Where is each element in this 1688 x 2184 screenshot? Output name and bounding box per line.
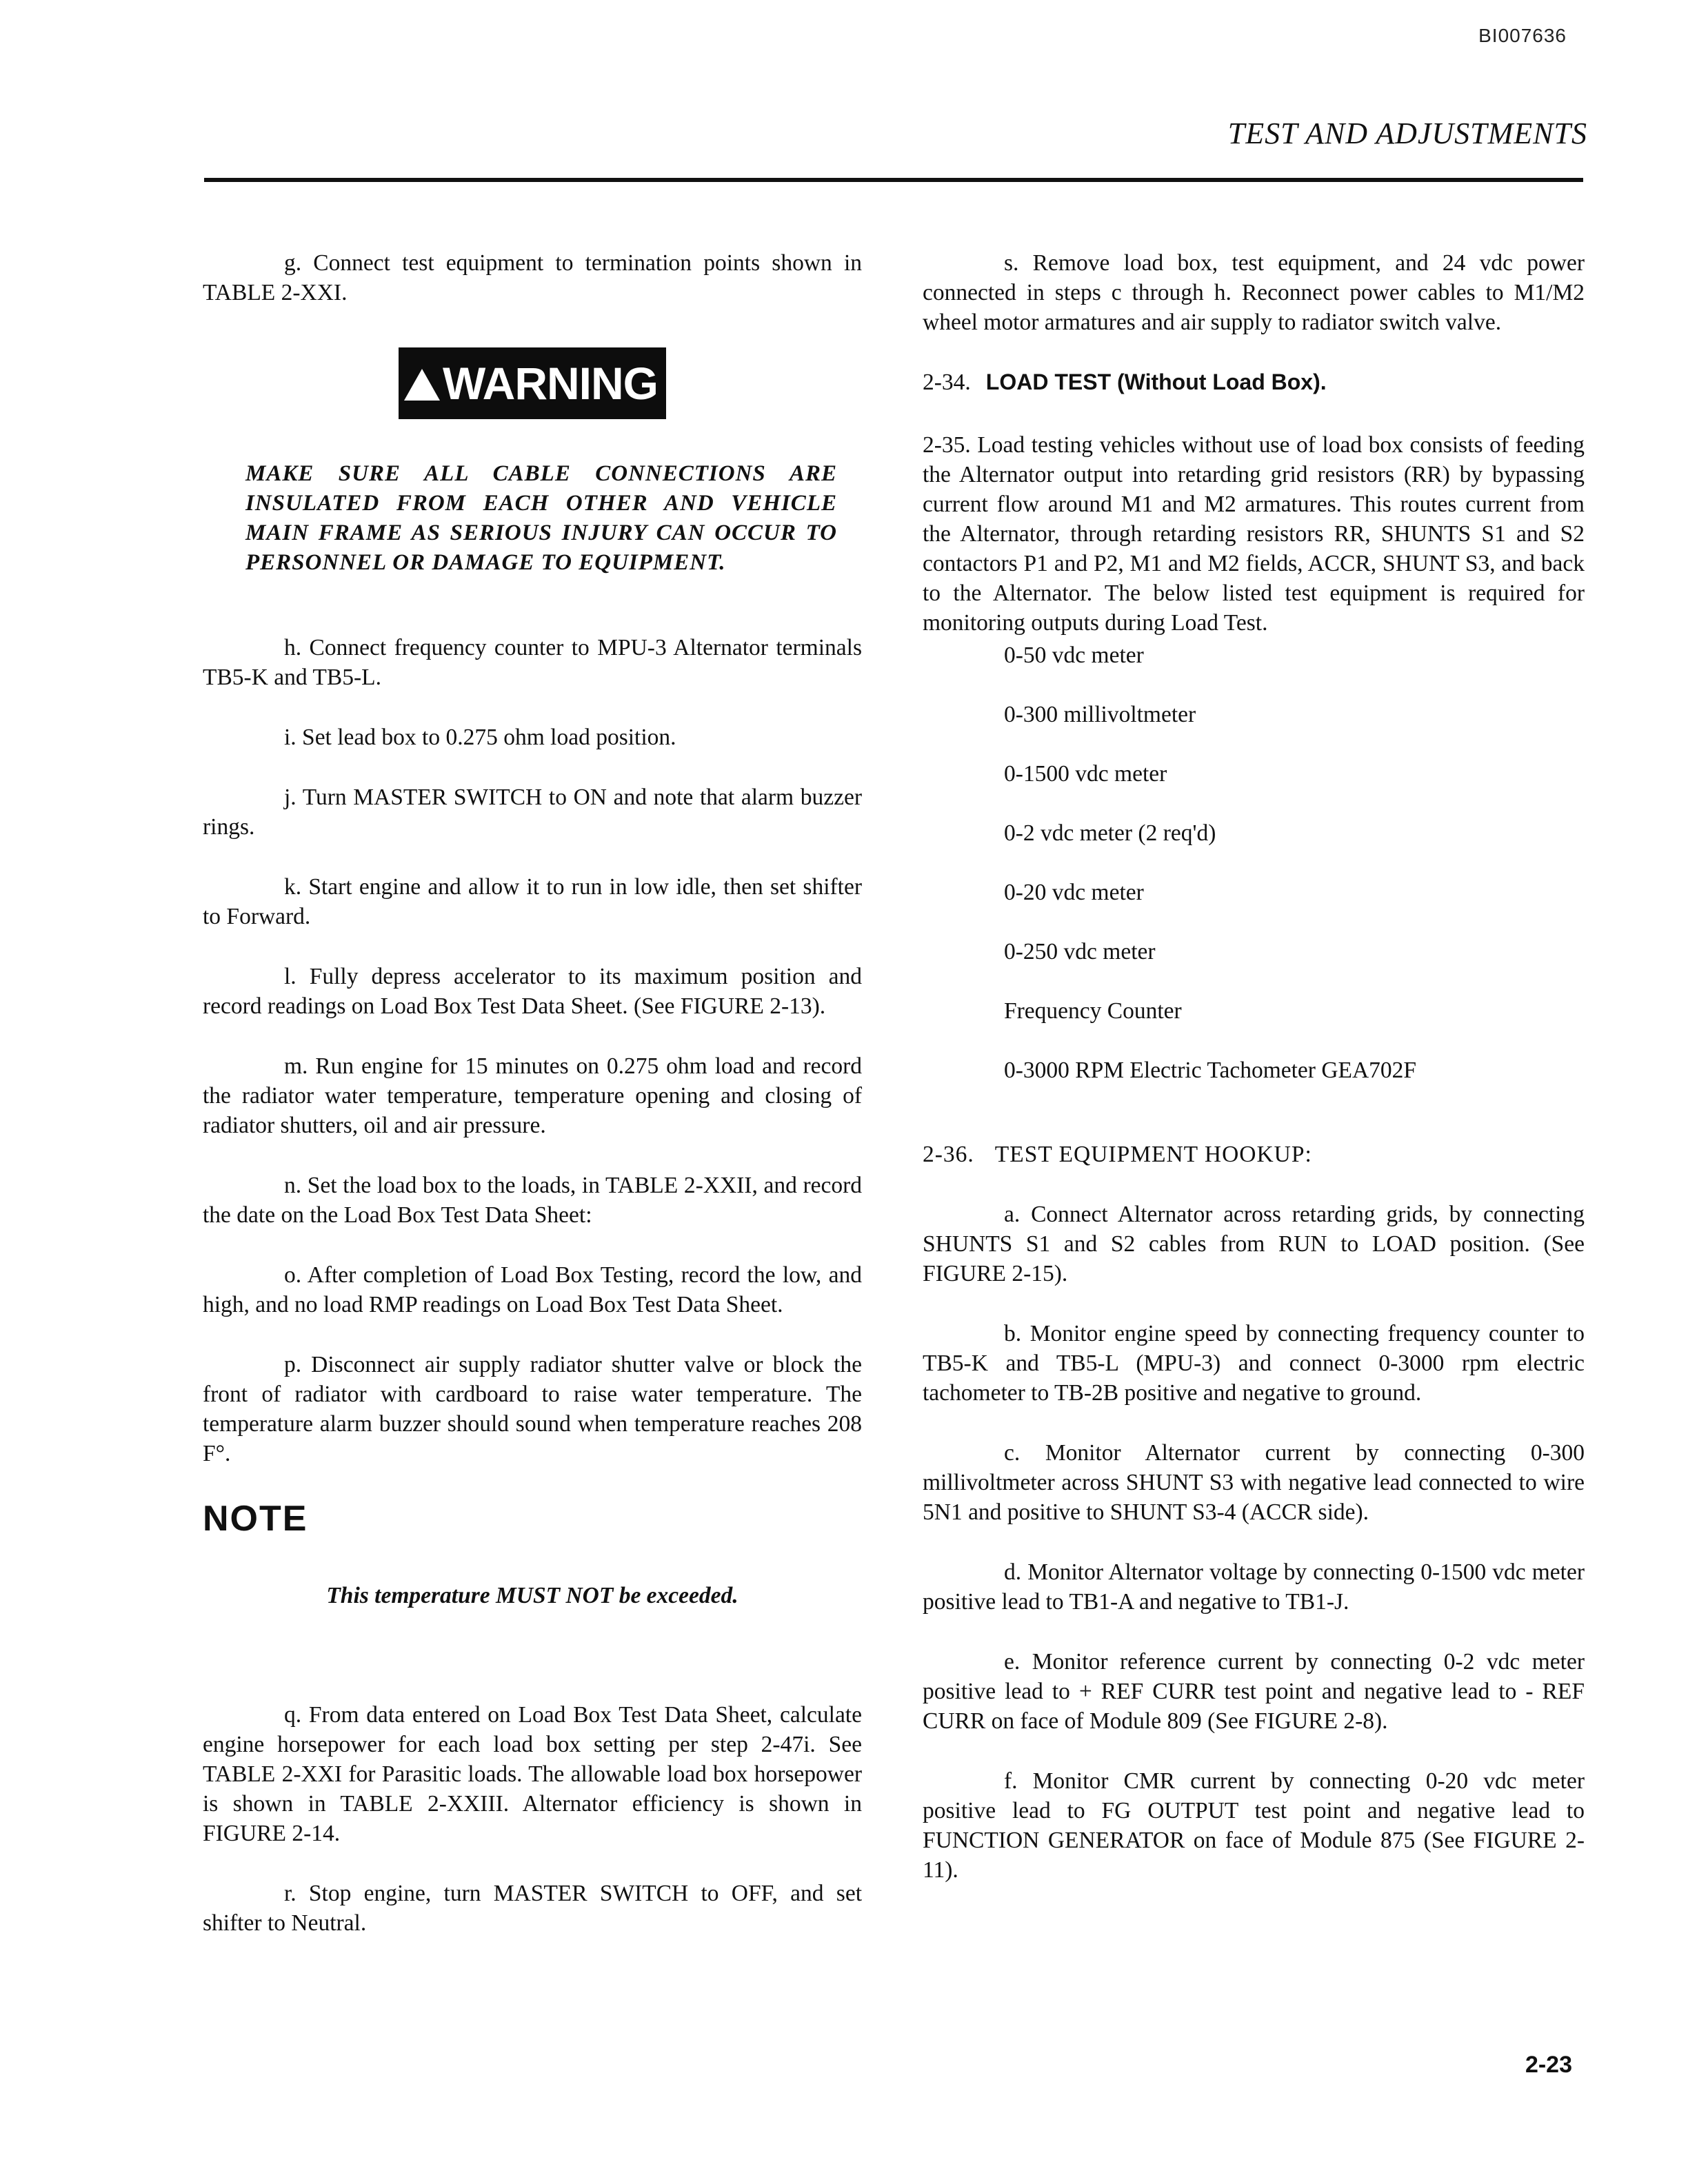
- left-column: [203, 248, 862, 1968]
- equipment-item: 0-20 vdc meter: [1004, 880, 1144, 905]
- test-equipment-list: [1004, 640, 1585, 1115]
- equipment-item: 0-3000 RPM Electric Tachometer GEA702F: [1004, 1058, 1417, 1083]
- hookup-step-d: d. Monitor Alternator voltage by connecting 0-1500 vdc meter positive lead to TB1-A and negative to TB1-J.: [923, 1559, 1585, 1615]
- step-p: p. Disconnect air supply radiator shutter valve or block the front of radiator with cardboard to raise water temperature. The temperature alarm buzzer should sound when temperature reaches 208 F°.: [203, 1352, 862, 1466]
- step-q: q. From data entered on Load Box Test Data Sheet, calculate engine horsepower for each load box setting per step 2-47i. See TABLE 2-XXI for Parasitic loads. The allowable load box horsepower is shown in TABLE 2-XXIII. Alternator efficiency is shown in FIGURE 2-14.: [203, 1702, 862, 1846]
- step-m: m. Run engine for 15 minutes on 0.275 ohm load and record the radiator water temperature, temperature opening and closing of radiator shutters, oil and air pressure.: [203, 1053, 862, 1138]
- page-number: 2-23: [1525, 2052, 1572, 2078]
- section-2-34-number: 2-34.: [923, 370, 971, 395]
- step-s: s. Remove load box, test equipment, and 24 vdc power connected in steps c through h. Reconnect power cables to M1/M2 wheel motor armatures and air supply to radiator switch valve.: [923, 250, 1585, 335]
- section-2-36-number: 2-36.: [923, 1142, 974, 1167]
- warning-text: MAKE SURE ALL CABLE CONNECTIONS ARE INSULATED FROM EACH OTHER AND VEHICLE MAIN FRAME AS SERIOUS INJURY CAN OCCUR TO PERSONNEL OR DAMAGE TO EQUIPMENT.: [245, 461, 837, 575]
- equipment-item: 0-1500 vdc meter: [1004, 761, 1167, 787]
- step-k: k. Start engine and allow it to run in low idle, then set shifter to Forward.: [203, 874, 862, 929]
- note-heading: NOTE: [203, 1499, 308, 1539]
- section-2-35-paragraph: 2-35. Load testing vehicles without use of load box consists of feeding the Alternator output into retarding grid resistors (RR) by bypassing current flow around M1 and M2 armatures. This routes current from the Alternator, through retarding resistors RR, SHUNTS S1 and S2 contactors P1 and P2, M1 and M2 fields, ACCR, SHUNT S3, and back to the Alternator. The below listed test equipment is required for monitoring outputs during Load Test.: [923, 432, 1585, 636]
- equipment-item: 0-50 vdc meter: [1004, 643, 1144, 668]
- step-o: o. After completion of Load Box Testing, record the low, and high, and no load RMP readings on Load Box Test Data Sheet.: [203, 1262, 862, 1317]
- hookup-step-e: e. Monitor reference current by connecting 0-2 vdc meter positive lead to + REF CURR test point and negative lead to - REF CURR on face of Module 809 (See FIGURE 2-8).: [923, 1649, 1585, 1734]
- document-id: BI007636: [1478, 25, 1567, 46]
- equipment-item: 0-300 millivoltmeter: [1004, 702, 1196, 727]
- equipment-item: Frequency Counter: [1004, 998, 1182, 1024]
- step-n: n. Set the load box to the loads, in TABLE 2-XXII, and record the date on the Load Box Test Data Sheet:: [203, 1173, 862, 1228]
- right-column: [923, 248, 1585, 1915]
- warning-triangle-icon: [404, 369, 440, 401]
- note-text: This temperature MUST NOT be exceeded.: [326, 1583, 738, 1608]
- warning-banner-wrap: [203, 347, 862, 419]
- step-h: h. Connect frequency counter to MPU-3 Alternator terminals TB5-K and TB5-L.: [203, 635, 862, 690]
- section-2-34-title: LOAD TEST (Without Load Box).: [985, 370, 1327, 394]
- step-j: j. Turn MASTER SWITCH to ON and note that alarm buzzer rings.: [203, 785, 862, 840]
- header-rule: [204, 178, 1583, 182]
- section-2-34-heading: [923, 367, 1585, 397]
- hookup-step-b: b. Monitor engine speed by connecting frequency counter to TB5-K and TB5-L (MPU-3) and connect 0-3000 rpm electric tachometer to TB-2B positive and negative to ground.: [923, 1321, 1585, 1406]
- step-l: l. Fully depress accelerator to its maximum position and record readings on Load Box Test Data Sheet. (See FIGURE 2-13).: [203, 964, 862, 1019]
- section-title: TEST AND ADJUSTMENTS: [1227, 117, 1587, 150]
- hookup-step-f: f. Monitor CMR current by connecting 0-20 vdc meter positive lead to FG OUTPUT test point and negative lead to FUNCTION GENERATOR on face of Module 875 (See FIGURE 2-11).: [923, 1768, 1585, 1883]
- section-2-36-heading: [923, 1140, 1585, 1169]
- equipment-item: 0-2 vdc meter (2 req'd): [1004, 820, 1216, 846]
- warning-banner: [399, 347, 666, 419]
- hookup-step-a: a. Connect Alternator across retarding grids, by connecting SHUNTS S1 and S2 cables from RUN to LOAD position. (See FIGURE 2-15).: [923, 1202, 1585, 1286]
- step-i: i. Set lead box to 0.275 ohm load position.: [284, 725, 676, 750]
- hookup-step-c: c. Monitor Alternator current by connecting 0-300 millivoltmeter across SHUNT S3 with negative lead connected to wire 5N1 and positive to SHUNT S3-4 (ACCR side).: [923, 1440, 1585, 1525]
- step-r: r. Stop engine, turn MASTER SWITCH to OFF, and set shifter to Neutral.: [203, 1881, 862, 1936]
- warning-label: WARNING: [443, 358, 658, 409]
- section-2-36-title: TEST EQUIPMENT HOOKUP:: [994, 1142, 1312, 1167]
- equipment-item: 0-250 vdc meter: [1004, 939, 1156, 964]
- step-g: g. Connect test equipment to termination points shown in TABLE 2-XXI.: [203, 250, 862, 305]
